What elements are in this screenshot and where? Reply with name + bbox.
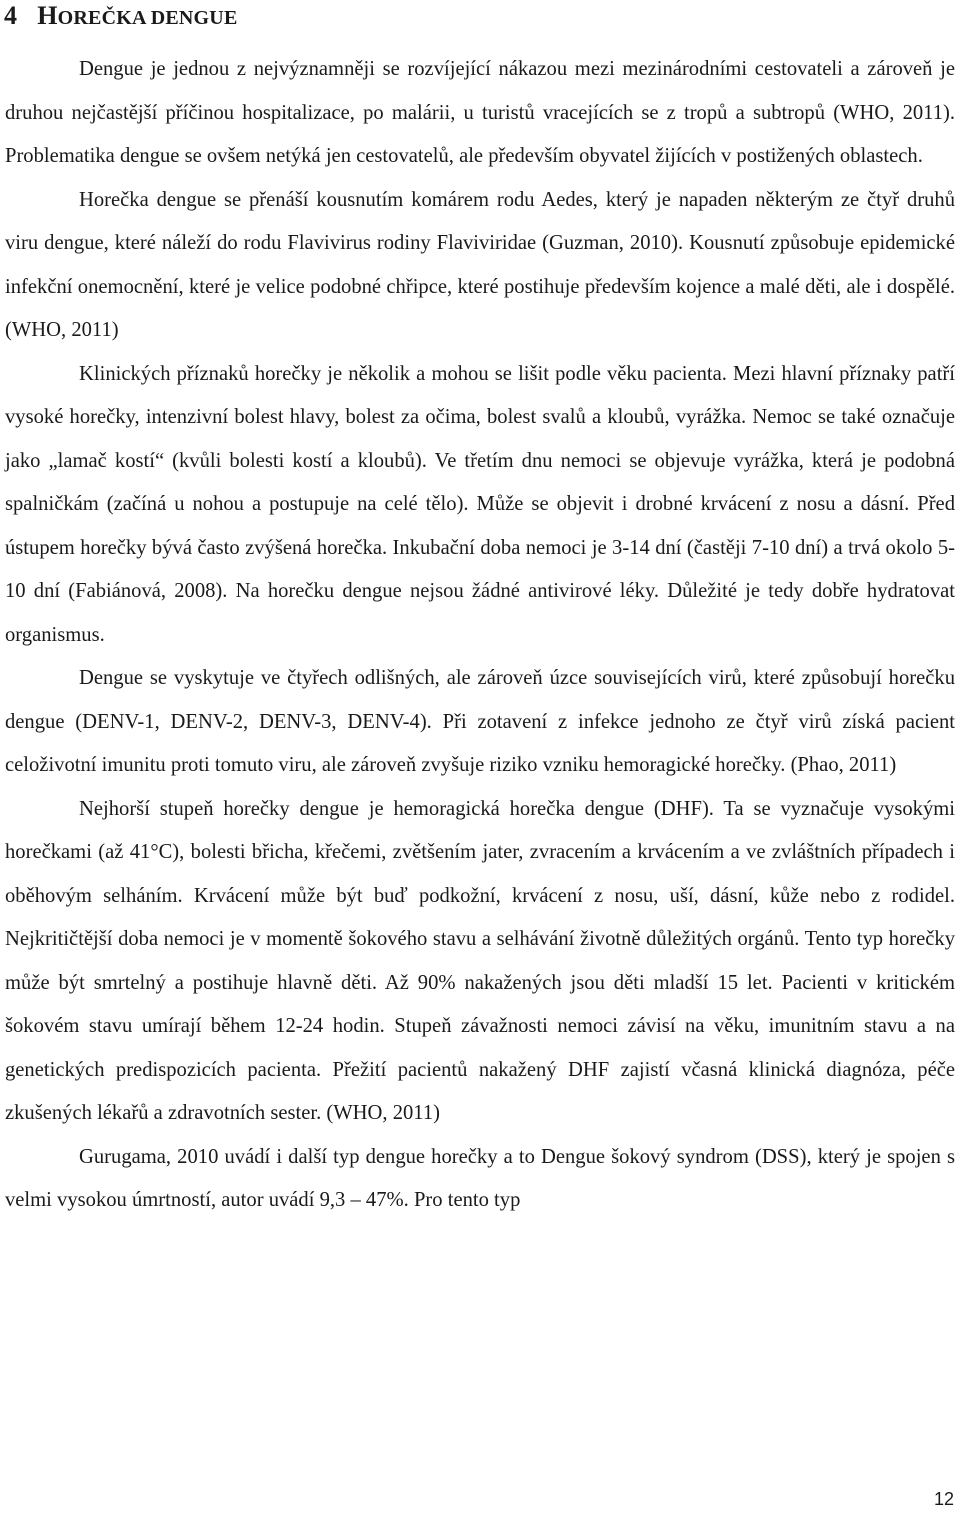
section-number: 4 (4, 1, 18, 30)
paragraph: Nejhorší stupeň horečky dengue je hemoragická horečka dengue (DHF). Ta se vyznačuje vysokými horečkami (až 41°C), bolesti břicha, křečemi, zvětšením jater, zvracením a krvácením a ve zvláštních případech i oběhovým selháním. Krvácení může být buď podkožní, krvácení z nosu, uší, dásní, kůže nebo z rodidel. Nejkritičtější doba nemoci je v momentě šokového stavu a selhávání životně důležitých orgánů. Tento typ horečky může být smrtelný a postihuje hlavně děti. Až 90% nakažených jsou děti mladší 15 let. Pacienti v kritickém šokovém stavu umírají během 12-24 hodin. Stupeň závažnosti nemoci závisí na věku, imunitním stavu a na genetických predispozicích pacienta. Přežití pacientů nakažený DHF zajistí včasná klinická diagnóza, péče zkušených lékařů a zdravotních sester. (WHO, 2011) (5, 797, 955, 1124)
section-title-rest: OREČKA DENGUE (57, 7, 238, 29)
paragraph: Klinických příznaků horečky je několik a mohou se lišit podle věku pacienta. Mezi hlavní příznaky patří vysoké horečky, intenzivní bolest hlavy, bolest za očima, bolest svalů a kloubů, vyrážka. Nemoc se také označuje jako „lamač kostí“ (kvůli bolesti kostí a kloubů). Ve třetím dnu nemoci se objevuje vyrážka, která je podobná spalničkám (začíná u nohou a postupuje na celé tělo). Může se objevit i drobné krvácení z nosu a dásní. Před ústupem horečky bývá často zvýšená horečka. Inkubační doba nemoci je 3-14 dní (častěji 7-10 dní) a trvá okolo 5-10 dní (Fabiánová, 2008). Na horečku dengue nejsou žádné antivirové léky. Důležité je tedy dobře hydratovat organismus. (5, 362, 955, 646)
section-title-initial: H (37, 1, 58, 30)
paragraph: Gurugama, 2010 uvádí i další typ dengue horečky a to Dengue šokový syndrom (DSS), který je spojen s velmi vysokou úmrtností, autor uvádí 9,3 – 47%. Pro tento typ (5, 1145, 955, 1211)
section-heading (4, 0, 238, 35)
page-number: 12 (933, 1489, 954, 1509)
paragraph: Dengue je jednou z nejvýznamněji se rozvíjející nákazou mezi mezinárodními cestovateli a zároveň je druhou nejčastější příčinou hospitalizace, po malárii, u turistů vracejících se z tropů a subtropů (WHO, 2011). Problematika dengue se ovšem netýká jen cestovatelů, ale především obyvatel žijících v postižených oblastech. (5, 58, 955, 167)
paragraph: Dengue se vyskytuje ve čtyřech odlišných, ale zároveň úzce souvisejících virů, které způsobují horečku dengue (DENV-1, DENV-2, DENV-3, DENV-4). Při zotavení z infekce jednoho ze čtyř virů získá pacient celoživotní imunitu proti tomuto viru, ale zároveň zvyšuje riziko vzniku hemoragické horečky. (Phao, 2011) (5, 667, 955, 776)
paragraph: Horečka dengue se přenáší kousnutím komárem rodu Aedes, který je napaden některým ze čtyř druhů viru dengue, které náleží do rodu Flavivirus rodiny Flaviviridae (Guzman, 2010). Kousnutí způsobuje epidemické infekční onemocnění, které je velice podobné chřipce, které postihuje především kojence a malé děti, ale i dospělé. (WHO, 2011) (5, 188, 955, 341)
body-text (5, 48, 955, 1223)
